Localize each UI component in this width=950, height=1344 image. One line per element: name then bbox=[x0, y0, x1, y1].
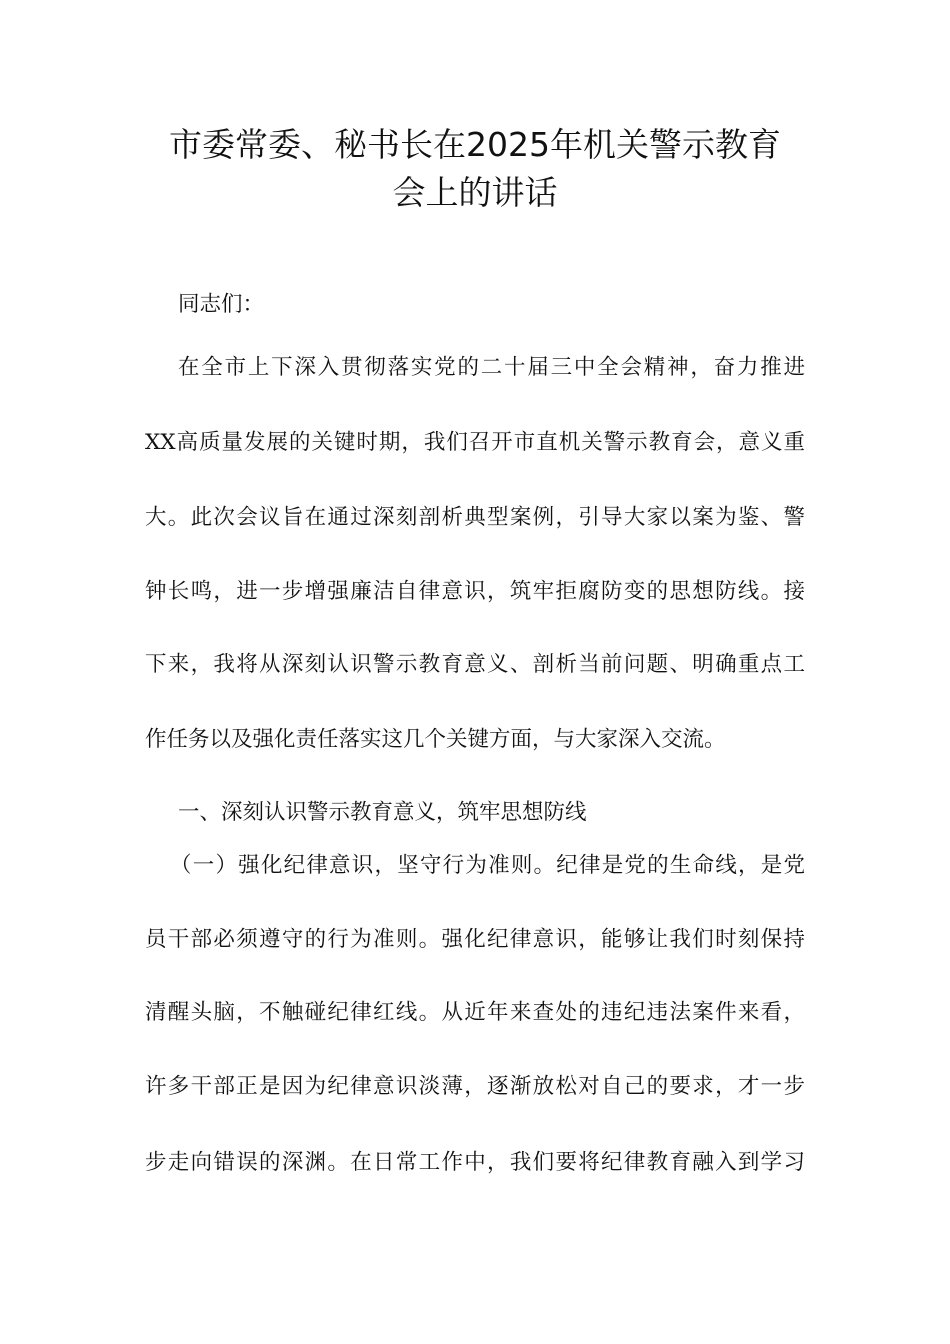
paragraph-line: 许多干部正是因为纪律意识淡薄，逐渐放松对自己的要求，才一步 bbox=[145, 1074, 805, 1099]
paragraph-line: 步走向错误的深渊。在日常工作中，我们要将纪律教育融入到学习 bbox=[145, 1150, 805, 1175]
document-title-line-2: 会上的讲话 bbox=[392, 173, 558, 212]
paragraph-line: XX高质量发展的关键时期，我们召开市直机关警示教育会，意义重 bbox=[145, 430, 805, 455]
paragraph-line: 在全市上下深入贯彻落实党的二十届三中全会精神，奋力推进 bbox=[178, 355, 805, 380]
document-title-line-1: 市委常委、秘书长在2025年机关警示教育 bbox=[169, 125, 781, 164]
paragraph-line: 清醒头脑，不触碰纪律红线。从近年来查处的违纪违法案件来看， bbox=[145, 1000, 805, 1025]
paragraph-line: 作任务以及强化责任落实这几个关键方面，与大家深入交流。 bbox=[145, 727, 726, 752]
paragraph-line: 员干部必须遵守的行为准则。强化纪律意识，能够让我们时刻保持 bbox=[145, 927, 805, 952]
paragraph-line: 钟长鸣，进一步增强廉洁自律意识，筑牢拒腐防变的思想防线。接 bbox=[145, 579, 805, 604]
salutation: 同志们： bbox=[178, 292, 265, 317]
paragraph-line: 大。此次会议旨在通过深刻剖析典型案例，引导大家以案为鉴、警 bbox=[145, 505, 805, 530]
paragraph-line: 下来，我将从深刻认识警示教育意义、剖析当前问题、明确重点工 bbox=[145, 652, 805, 677]
paragraph-line: （一）强化纪律意识，坚守行为准则。纪律是党的生命线，是党 bbox=[170, 853, 805, 878]
section-heading: 一、深刻认识警示教育意义，筑牢思想防线 bbox=[178, 800, 587, 825]
